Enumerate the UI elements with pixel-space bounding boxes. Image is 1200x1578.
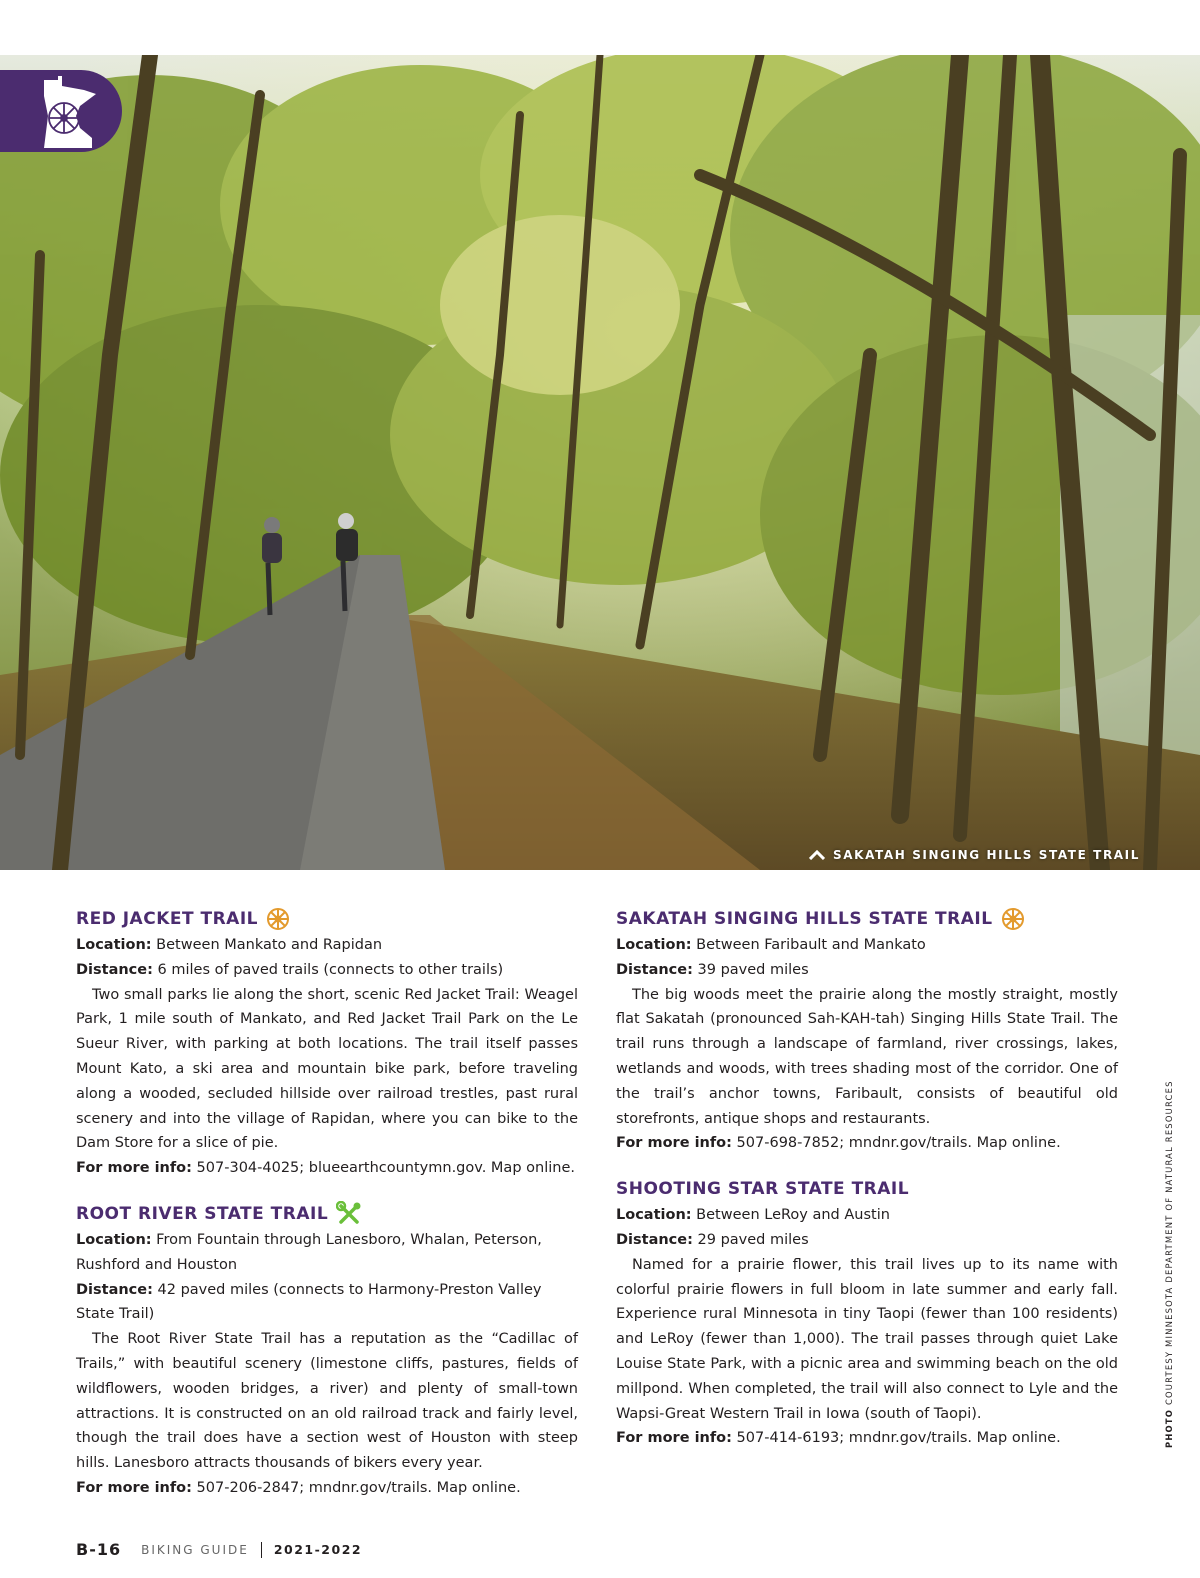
location-value: From Fountain through Lanesboro, Whalan, Peterson, Rushford and Houston	[76, 1231, 542, 1273]
location-label: Location:	[76, 937, 152, 953]
distance-value: 42 paved miles (connects to Harmony-Preston Valley State Trail)	[76, 1281, 542, 1323]
page-footer	[76, 1540, 362, 1559]
caption-text: SAKATAH SINGING HILLS STATE TRAIL	[833, 848, 1140, 862]
location-label: Location:	[76, 1231, 152, 1248]
info-value: 507-206-2847; mndnr.gov/trails. Map online.	[191, 1479, 521, 1496]
info-line	[616, 1131, 1118, 1156]
info-label: For more info:	[76, 1479, 192, 1496]
distance-value: 29 paved miles	[692, 1231, 809, 1248]
publication-name: BIKING GUIDE	[141, 1542, 249, 1557]
page-number: B-16	[76, 1540, 122, 1559]
distance-label: Distance:	[616, 961, 693, 978]
location-value: Between Faribault and Mankato	[691, 937, 926, 953]
credit-label: PHOTO	[1164, 1408, 1174, 1448]
minnesota-bike-wheel-icon	[40, 76, 98, 148]
chevron-up-icon	[809, 850, 825, 860]
shooting-star-trail-section	[616, 1175, 1118, 1451]
distance-line	[76, 1278, 578, 1328]
location-line	[76, 933, 578, 958]
info-label: For more info:	[616, 1135, 732, 1152]
red-jacket-trail-section	[76, 905, 578, 1181]
description: Two small parks lie along the short, scenic Red Jacket Trail: Weagel Park, 1 mile south of Mankato, and Red Jacket Trail Park on the Le Sueur River, with parking at both locations. The trail itself passes Mount Kato, a ski area and mountain bike park, before traveling along a wooded, secluded hillside over railroad trestles, past rural scenery and into the village of Rapidan, where you can bike to the Dam Store for a slice of pie.	[76, 986, 578, 1152]
section-title	[616, 1175, 1118, 1203]
distance-value: 39 paved miles	[692, 961, 809, 978]
wrench-screwdriver-icon	[336, 1201, 362, 1227]
section-title	[76, 905, 578, 933]
location-line	[616, 1203, 1118, 1228]
forest-trail-illustration	[0, 55, 1200, 870]
minnesota-badge	[0, 70, 122, 152]
root-river-trail-section	[76, 1200, 578, 1501]
distance-line	[616, 958, 1118, 983]
location-line	[616, 933, 1118, 958]
description: The big woods meet the prairie along the mostly straight, mostly flat Sakatah (pronounced Sah-KAH-tah) Singing Hills State Trail. The trail runs through a landscape of farmland, river crossings, lakes, wetlands and woods, with trees shading most of the corridor. One of the trail’s anchor towns, Faribault, consists of beautiful old storefronts, antique shops and restaurants.	[616, 986, 1118, 1127]
left-column	[76, 905, 578, 1520]
location-line	[76, 1228, 578, 1278]
right-column	[616, 905, 1118, 1470]
photo-caption	[809, 848, 1140, 862]
distance-value: 6 miles of paved trails (connects to other trails)	[152, 961, 504, 978]
info-value: 507-304-4025; blueearthcountymn.gov. Map online.	[191, 1160, 575, 1177]
sakatah-trail-section	[616, 905, 1118, 1156]
publication-years: 2021-2022	[273, 1542, 363, 1557]
info-value: 507-414-6193; mndnr.gov/trails. Map online.	[731, 1430, 1061, 1447]
photo-credit	[1164, 1080, 1174, 1448]
section-title-text: RED JACKET TRAIL	[76, 909, 258, 929]
footer-divider	[261, 1542, 262, 1558]
section-title-text: SAKATAH SINGING HILLS STATE TRAIL	[616, 909, 993, 929]
bike-wheel-icon	[1001, 907, 1025, 931]
info-label: For more info:	[616, 1430, 732, 1447]
section-title-text: ROOT RIVER STATE TRAIL	[76, 1203, 329, 1224]
distance-label: Distance:	[616, 1231, 693, 1248]
description: Named for a prairie flower, this trail lives up to its name with colorful prairie flowers in full bloom in late summer and early fall. Experience rural Minnesota in tiny Taopi (fewer than 100 residents) and LeRoy (fewer than 1,000). The trail passes through quiet Lake Louise State Park, with a picnic area and swimming beach on the old millpond. When completed, the trail will also connect to Lyle and the Wapsi-Great Western Trail in Iowa (south of Taopi).	[616, 1256, 1118, 1422]
info-line	[616, 1426, 1118, 1451]
description: The Root River State Trail has a reputation as the “Cadillac of Trails,” with beautiful scenery (limestone cliffs, pastures, fields of wildflowers, wooden bridges, a river) and plenty of small-town attractions. It is constructed on an old railroad track and fairly level, though the trail does have a section west of Houston with steep hills. Lanesboro attracts thousands of bikers every year.	[76, 1331, 578, 1472]
info-label: For more info:	[76, 1160, 192, 1177]
info-line	[76, 1156, 578, 1181]
section-title	[76, 1200, 578, 1228]
section-title	[616, 905, 1118, 933]
section-title-text: SHOOTING STAR STATE TRAIL	[616, 1179, 910, 1200]
distance-line	[76, 958, 578, 983]
location-label: Location:	[616, 937, 692, 953]
credit-text: COURTESY MINNESOTA DEPARTMENT OF NATURAL RESOURCES	[1164, 1080, 1174, 1409]
info-line	[76, 1476, 578, 1501]
bike-wheel-icon	[266, 907, 290, 931]
info-value: 507-698-7852; mndnr.gov/trails. Map online.	[731, 1135, 1061, 1152]
hero-photo	[0, 55, 1200, 870]
distance-label: Distance:	[76, 961, 153, 978]
distance-line	[616, 1228, 1118, 1253]
location-label: Location:	[616, 1207, 692, 1224]
distance-label: Distance:	[76, 1281, 153, 1298]
location-value: Between LeRoy and Austin	[691, 1207, 890, 1224]
location-value: Between Mankato and Rapidan	[151, 937, 383, 953]
